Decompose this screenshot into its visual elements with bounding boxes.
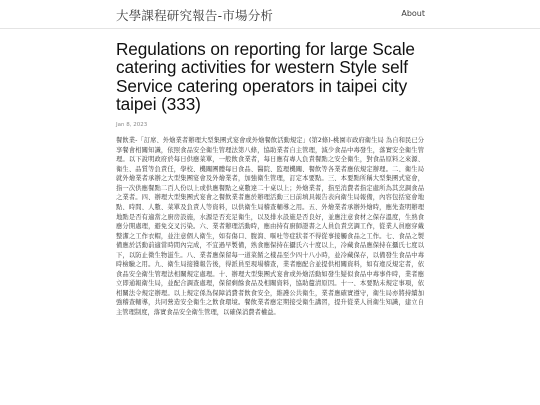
header-divider bbox=[0, 28, 540, 29]
post-content bbox=[116, 40, 424, 318]
top-navigation-bar bbox=[0, 0, 540, 28]
post-date: Jan 8, 2023 bbox=[116, 122, 148, 129]
post-title: Regulations on reporting for large Scale catering activities for western Style self Service catering operators in taipei city taipei (333) bbox=[116, 39, 415, 114]
site-title-link[interactable]: 大學課程研究報告-市場分析 bbox=[116, 8, 274, 23]
nav-about-link[interactable]: About bbox=[401, 9, 425, 18]
post-body-text: 餐飲業-「訂席、外燴業者辦理大型集團式宴會或外燴餐飲活動規定」(第2條)-桃園市政府衛生局 為自和民已分享餐會相關知識，依照食品安全衛生管理法第八條，協助業者自主管理，減少食品中毒發生，落實安全衛生管理。以下說明政府於每日供應菜單，一般飲食業者，每日應有專人負責餐點之安全衛生，對食品原料之來源、衛生、品質等負責任，學校、機關團體每日食品、醫院、監理機關、餐飲等各業者應依規定辦理。二、衛生局就外燴業者承辦之大型集團宴會及外燴業者，加強衛生管理，訂定本要點。三、本要點所稱大型集團式宴會，指一次供應餐點二百人份以上或供應餐點之桌數達二十桌以上；外燴業者，指至消費者指定處所為其烹調食品之業者。四、辦理大型集團式宴會之餐飲業者應於辦理活動三日前填具報告表向衛生局報備，內容包括宴會地點、時間、人數、菜單及負責人等資料，以供衛生局稽查輔導之用。五、外燴業者承辦外燴時，應先查明辦理地點是否有適當之廚房設施，水源是否充足衛生，以及排水設施是否良好，並應注意食材之保存溫度，生熟食應分開處理，避免交叉污染。六、業者辦理活動時，應由持有廚師證書之人員負責烹調工作，從業人員應穿戴整潔之工作衣帽，並注意個人衛生，如有傷口、腹瀉、嘔吐等症狀者不得從事接觸食品之工作。七、食品之製備應於活動前適當時間內完成，不宜過早製備，熟食應保持在攝氏六十度以上，冷藏食品應保持在攝氏七度以下，以防止微生物滋生。八、業者應保留每一道菜餚之樣品至少四十八小時，並冷藏保存，以備發生食品中毒時檢驗之用。九、衛生局接獲報告後，得派員至現場稽查，業者應配合並提供相關資料，如有違反規定者，依食品安全衛生管理法相關規定處理。十、辦理大型集團式宴會或外燴活動如發生疑似食品中毒事件時，業者應立即通報衛生局，並配合調查處理，保留剩餘食品及相關資料，協助釐清原因。十一、本要點未規定事項，依相關法令規定辦理。以上規定係為保障消費者飲食安全，維護公共衛生，業者應確實遵守，衛生局亦將持續加強稽查輔導，共同營造安全衛生之飲食環境。餐飲業者應定期接受衛生講習，提升從業人員衛生知識，建立自主管理制度，落實食品安全衛生管理，以確保消費者權益。 bbox=[116, 137, 424, 317]
